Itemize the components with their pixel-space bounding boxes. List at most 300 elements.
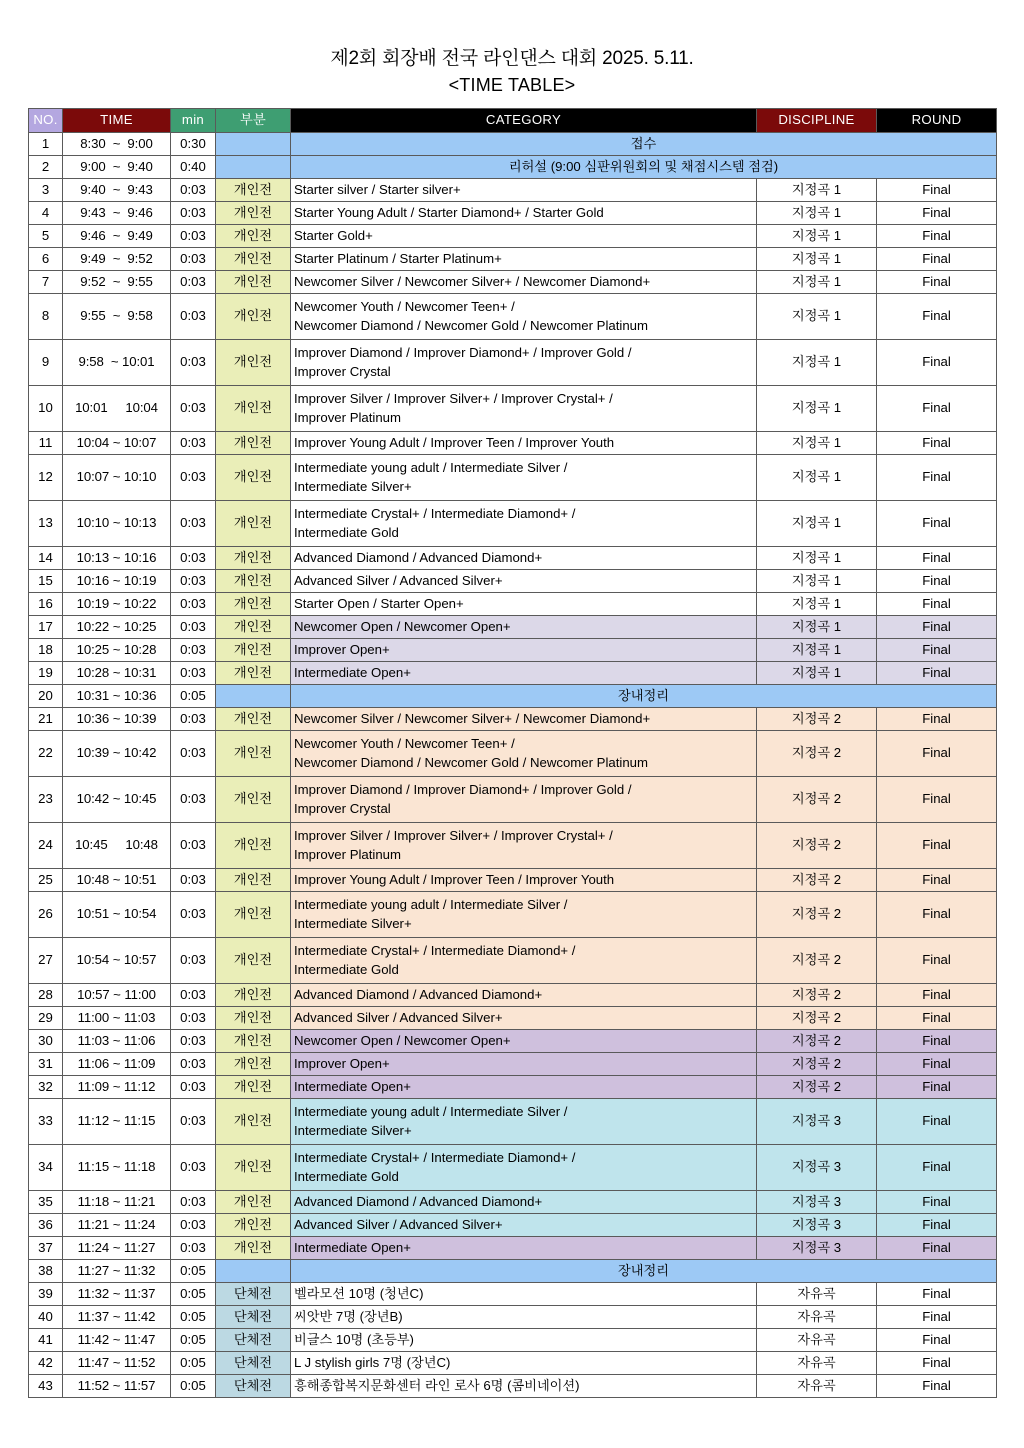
cell-min: 0:03 (171, 1007, 216, 1030)
cell-discipline: 자유곡 (757, 1352, 877, 1375)
cell-category: Starter Young Adult / Starter Diamond+ / Starter Gold (291, 202, 757, 225)
cell-round: Final (877, 1329, 997, 1352)
cell-part: 단체전 (216, 1306, 291, 1329)
cell-time: 8:30 ~ 9:00 (63, 133, 171, 156)
cell-no: 2 (29, 156, 63, 179)
cell-no: 15 (29, 570, 63, 593)
table-row (29, 938, 997, 984)
cell-round: Final (877, 869, 997, 892)
cell-time: 11:12 ~ 11:15 (63, 1099, 171, 1145)
cell-category: Starter silver / Starter silver+ (291, 179, 757, 202)
cell-no: 28 (29, 984, 63, 1007)
cell-time: 10:04 ~ 10:07 (63, 432, 171, 455)
cell-round: Final (877, 501, 997, 547)
table-row (29, 1030, 997, 1053)
cell-round: Final (877, 1375, 997, 1398)
cell-min: 0:05 (171, 1306, 216, 1329)
cell-round: Final (877, 271, 997, 294)
cell-break-label: 장내정리 (291, 1260, 997, 1283)
cell-category: Improver Open+ (291, 1053, 757, 1076)
category-line-2: Newcomer Diamond / Newcomer Gold / Newcomer Platinum (294, 754, 648, 770)
table-row (29, 1329, 997, 1352)
column-header-min: min (171, 109, 216, 133)
cell-round: Final (877, 386, 997, 432)
table-row (29, 1352, 997, 1375)
cell-time: 11:09 ~ 11:12 (63, 1076, 171, 1099)
cell-discipline: 지정곡 2 (757, 708, 877, 731)
cell-min: 0:03 (171, 340, 216, 386)
cell-part: 개인전 (216, 271, 291, 294)
cell-no: 41 (29, 1329, 63, 1352)
cell-no: 16 (29, 593, 63, 616)
cell-min: 0:03 (171, 386, 216, 432)
table-row (29, 616, 997, 639)
cell-discipline: 지정곡 2 (757, 1030, 877, 1053)
cell-discipline: 자유곡 (757, 1329, 877, 1352)
cell-discipline: 지정곡 1 (757, 386, 877, 432)
cell-discipline: 자유곡 (757, 1306, 877, 1329)
header-row (29, 109, 997, 133)
cell-part: 개인전 (216, 616, 291, 639)
cell-part: 개인전 (216, 731, 291, 777)
cell-time: 11:32 ~ 11:37 (63, 1283, 171, 1306)
cell-category: Newcomer Silver / Newcomer Silver+ / Newcomer Diamond+ (291, 708, 757, 731)
cell-no: 21 (29, 708, 63, 731)
cell-round: Final (877, 1214, 997, 1237)
table-row (29, 294, 997, 340)
cell-discipline: 지정곡 2 (757, 892, 877, 938)
table-row (29, 823, 997, 869)
cell-part (216, 156, 291, 179)
page-title: 제2회 회장배 전국 라인댄스 대회 2025. 5.11. (330, 48, 694, 69)
cell-min: 0:03 (171, 1099, 216, 1145)
cell-no: 13 (29, 501, 63, 547)
cell-min: 0:03 (171, 616, 216, 639)
cell-part: 개인전 (216, 1007, 291, 1030)
cell-discipline: 지정곡 2 (757, 1007, 877, 1030)
cell-part (216, 133, 291, 156)
table-row (29, 248, 997, 271)
cell-part: 개인전 (216, 869, 291, 892)
cell-min: 0:05 (171, 1283, 216, 1306)
cell-no: 6 (29, 248, 63, 271)
cell-min: 0:05 (171, 1260, 216, 1283)
cell-round: Final (877, 1145, 997, 1191)
column-header-no: NO. (29, 109, 63, 133)
cell-category: 벨라모션 10명 (청년C) (291, 1283, 757, 1306)
table-row (29, 984, 997, 1007)
cell-no: 14 (29, 547, 63, 570)
cell-min: 0:05 (171, 1329, 216, 1352)
cell-min: 0:05 (171, 1352, 216, 1375)
cell-part: 개인전 (216, 1053, 291, 1076)
cell-part: 개인전 (216, 386, 291, 432)
cell-no: 33 (29, 1099, 63, 1145)
table-row (29, 570, 997, 593)
cell-part: 개인전 (216, 1145, 291, 1191)
cell-category: Improver Young Adult / Improver Teen / Improver Youth (291, 432, 757, 455)
cell-min: 0:03 (171, 501, 216, 547)
cell-min: 0:03 (171, 271, 216, 294)
cell-round: Final (877, 731, 997, 777)
cell-discipline: 지정곡 2 (757, 823, 877, 869)
cell-category: Advanced Silver / Advanced Silver+ (291, 570, 757, 593)
cell-no: 11 (29, 432, 63, 455)
cell-part: 개인전 (216, 938, 291, 984)
cell-part: 개인전 (216, 593, 291, 616)
cell-time: 10:42 ~ 10:45 (63, 777, 171, 823)
cell-round: Final (877, 1191, 997, 1214)
table-body (29, 133, 997, 1398)
cell-round: Final (877, 1306, 997, 1329)
cell-category: Advanced Silver / Advanced Silver+ (291, 1214, 757, 1237)
cell-time: 10:07 ~ 10:10 (63, 455, 171, 501)
cell-discipline: 지정곡 1 (757, 455, 877, 501)
cell-category: Advanced Diamond / Advanced Diamond+ (291, 547, 757, 570)
cell-round: Final (877, 1283, 997, 1306)
column-header-discipline: DISCIPLINE (757, 109, 877, 133)
cell-round: Final (877, 1352, 997, 1375)
cell-no: 30 (29, 1030, 63, 1053)
table-row (29, 892, 997, 938)
table-row (29, 455, 997, 501)
table-row (29, 1375, 997, 1398)
table-row (29, 179, 997, 202)
cell-discipline: 지정곡 1 (757, 294, 877, 340)
cell-round: Final (877, 593, 997, 616)
cell-time: 10:19 ~ 10:22 (63, 593, 171, 616)
cell-round: Final (877, 639, 997, 662)
category-line-1: Improver Silver / Improver Silver+ / Improver Crystal+ / (294, 390, 613, 406)
cell-no: 17 (29, 616, 63, 639)
cell-min: 0:03 (171, 708, 216, 731)
cell-discipline: 지정곡 2 (757, 1053, 877, 1076)
cell-part: 개인전 (216, 501, 291, 547)
cell-category (291, 386, 757, 432)
table-row (29, 432, 997, 455)
cell-no: 38 (29, 1260, 63, 1283)
cell-time: 10:45 10:48 (63, 823, 171, 869)
cell-part: 개인전 (216, 708, 291, 731)
cell-category: Improver Young Adult / Improver Teen / Improver Youth (291, 869, 757, 892)
column-header-part: 부분 (216, 109, 291, 133)
table-row (29, 662, 997, 685)
cell-no: 7 (29, 271, 63, 294)
table-row (29, 225, 997, 248)
cell-round: Final (877, 202, 997, 225)
cell-part: 개인전 (216, 248, 291, 271)
cell-part: 개인전 (216, 662, 291, 685)
cell-category: 씨앗반 7명 (장년B) (291, 1306, 757, 1329)
category-line-2: Improver Crystal (294, 363, 391, 379)
cell-no: 4 (29, 202, 63, 225)
cell-min: 0:03 (171, 570, 216, 593)
cell-category: Starter Platinum / Starter Platinum+ (291, 248, 757, 271)
cell-min: 0:03 (171, 662, 216, 685)
cell-time: 10:01 10:04 (63, 386, 171, 432)
cell-time: 10:57 ~ 11:00 (63, 984, 171, 1007)
table-row (29, 1099, 997, 1145)
cell-discipline: 지정곡 1 (757, 271, 877, 294)
cell-time: 10:48 ~ 10:51 (63, 869, 171, 892)
cell-discipline: 지정곡 2 (757, 1076, 877, 1099)
cell-min: 0:03 (171, 455, 216, 501)
cell-part: 개인전 (216, 1237, 291, 1260)
cell-category: Improver Open+ (291, 639, 757, 662)
cell-category (291, 777, 757, 823)
cell-time: 11:42 ~ 11:47 (63, 1329, 171, 1352)
cell-time: 10:31 ~ 10:36 (63, 685, 171, 708)
category-line-2: Intermediate Silver+ (294, 915, 412, 931)
cell-discipline: 지정곡 2 (757, 869, 877, 892)
cell-discipline: 지정곡 1 (757, 248, 877, 271)
cell-discipline: 지정곡 2 (757, 731, 877, 777)
cell-category (291, 892, 757, 938)
category-line-2: Intermediate Gold (294, 961, 399, 977)
cell-no: 37 (29, 1237, 63, 1260)
cell-time: 11:24 ~ 11:27 (63, 1237, 171, 1260)
timetable (28, 108, 997, 1398)
table-row (29, 1076, 997, 1099)
cell-time: 11:18 ~ 11:21 (63, 1191, 171, 1214)
cell-round: Final (877, 892, 997, 938)
cell-discipline: 지정곡 1 (757, 547, 877, 570)
category-line-2: Intermediate Gold (294, 524, 399, 540)
cell-round: Final (877, 984, 997, 1007)
table-row (29, 593, 997, 616)
cell-time: 10:13 ~ 10:16 (63, 547, 171, 570)
category-line-2: Intermediate Gold (294, 1168, 399, 1184)
cell-part: 단체전 (216, 1352, 291, 1375)
cell-category: Intermediate Open+ (291, 662, 757, 685)
cell-category: Newcomer Open / Newcomer Open+ (291, 616, 757, 639)
cell-min: 0:30 (171, 133, 216, 156)
cell-time: 10:54 ~ 10:57 (63, 938, 171, 984)
cell-category (291, 340, 757, 386)
table-row (29, 869, 997, 892)
cell-time: 10:25 ~ 10:28 (63, 639, 171, 662)
cell-part: 개인전 (216, 777, 291, 823)
cell-category: Advanced Silver / Advanced Silver+ (291, 1007, 757, 1030)
cell-time: 9:40 ~ 9:43 (63, 179, 171, 202)
column-header-category: CATEGORY (291, 109, 757, 133)
cell-discipline: 자유곡 (757, 1375, 877, 1398)
cell-no: 22 (29, 731, 63, 777)
table-row (29, 133, 997, 156)
cell-no: 26 (29, 892, 63, 938)
cell-category: 비글스 10명 (초등부) (291, 1329, 757, 1352)
cell-round: Final (877, 1053, 997, 1076)
cell-part (216, 1260, 291, 1283)
cell-discipline: 지정곡 1 (757, 593, 877, 616)
cell-min: 0:03 (171, 1145, 216, 1191)
cell-discipline: 지정곡 3 (757, 1145, 877, 1191)
cell-discipline: 지정곡 1 (757, 225, 877, 248)
cell-no: 42 (29, 1352, 63, 1375)
cell-part: 개인전 (216, 455, 291, 501)
cell-min: 0:03 (171, 1076, 216, 1099)
cell-round: Final (877, 340, 997, 386)
cell-category: Newcomer Silver / Newcomer Silver+ / Newcomer Diamond+ (291, 271, 757, 294)
cell-round: Final (877, 570, 997, 593)
cell-no: 1 (29, 133, 63, 156)
cell-min: 0:03 (171, 1030, 216, 1053)
cell-round: Final (877, 662, 997, 685)
cell-round: Final (877, 938, 997, 984)
cell-discipline: 지정곡 1 (757, 662, 877, 685)
cell-discipline: 지정곡 1 (757, 432, 877, 455)
cell-discipline: 지정곡 1 (757, 501, 877, 547)
cell-no: 32 (29, 1076, 63, 1099)
cell-part: 개인전 (216, 340, 291, 386)
table-row (29, 639, 997, 662)
table-header (29, 109, 997, 133)
cell-round: Final (877, 248, 997, 271)
category-line-2: Newcomer Diamond / Newcomer Gold / Newcomer Platinum (294, 317, 648, 333)
cell-min: 0:03 (171, 823, 216, 869)
cell-part: 개인전 (216, 823, 291, 869)
cell-part: 개인전 (216, 1099, 291, 1145)
cell-min: 0:03 (171, 984, 216, 1007)
category-line-2: Improver Platinum (294, 846, 402, 862)
table-row (29, 156, 997, 179)
category-line-1: Improver Diamond / Improver Diamond+ / Improver Gold / (294, 781, 632, 797)
cell-no: 3 (29, 179, 63, 202)
cell-time: 11:06 ~ 11:09 (63, 1053, 171, 1076)
cell-round: Final (877, 432, 997, 455)
category-line-2: Improver Crystal (294, 800, 391, 816)
cell-part: 개인전 (216, 202, 291, 225)
cell-no: 10 (29, 386, 63, 432)
cell-no: 19 (29, 662, 63, 685)
cell-time: 11:52 ~ 11:57 (63, 1375, 171, 1398)
cell-part: 단체전 (216, 1375, 291, 1398)
cell-break-label: 리허설 (9:00 심판위원회의 및 채점시스템 점검) (291, 156, 997, 179)
cell-discipline: 지정곡 3 (757, 1191, 877, 1214)
cell-category: Starter Open / Starter Open+ (291, 593, 757, 616)
cell-no: 27 (29, 938, 63, 984)
table-row (29, 1306, 997, 1329)
cell-round: Final (877, 1076, 997, 1099)
table-row (29, 1214, 997, 1237)
cell-category (291, 1099, 757, 1145)
table-row (29, 1260, 997, 1283)
cell-min: 0:03 (171, 1237, 216, 1260)
cell-min: 0:03 (171, 248, 216, 271)
table-row (29, 202, 997, 225)
cell-category: Advanced Diamond / Advanced Diamond+ (291, 984, 757, 1007)
cell-time: 11:37 ~ 11:42 (63, 1306, 171, 1329)
cell-category: Newcomer Open / Newcomer Open+ (291, 1030, 757, 1053)
cell-no: 12 (29, 455, 63, 501)
category-line-1: Newcomer Youth / Newcomer Teen+ / (294, 298, 515, 314)
table-row (29, 1053, 997, 1076)
cell-time: 11:27 ~ 11:32 (63, 1260, 171, 1283)
cell-time: 9:55 ~ 9:58 (63, 294, 171, 340)
cell-min: 0:03 (171, 731, 216, 777)
cell-round: Final (877, 225, 997, 248)
cell-category: L J stylish girls 7명 (장년C) (291, 1352, 757, 1375)
cell-time: 11:00 ~ 11:03 (63, 1007, 171, 1030)
cell-category (291, 731, 757, 777)
category-line-2: Intermediate Silver+ (294, 478, 412, 494)
cell-no: 18 (29, 639, 63, 662)
cell-part: 개인전 (216, 1214, 291, 1237)
cell-part: 개인전 (216, 1191, 291, 1214)
table-row (29, 1007, 997, 1030)
cell-round: Final (877, 455, 997, 501)
table-row (29, 271, 997, 294)
category-line-1: Improver Diamond / Improver Diamond+ / Improver Gold / (294, 344, 632, 360)
cell-min: 0:03 (171, 432, 216, 455)
cell-part: 개인전 (216, 1030, 291, 1053)
table-row (29, 1191, 997, 1214)
cell-part (216, 685, 291, 708)
column-header-round: ROUND (877, 109, 997, 133)
cell-part: 개인전 (216, 179, 291, 202)
title-block (0, 0, 1024, 98)
cell-part: 개인전 (216, 1076, 291, 1099)
cell-min: 0:03 (171, 869, 216, 892)
cell-round: Final (877, 1007, 997, 1030)
cell-round: Final (877, 547, 997, 570)
cell-min: 0:03 (171, 639, 216, 662)
cell-category: 흥해종합복지문화센터 라인 로사 6명 (콤비네이션) (291, 1375, 757, 1398)
cell-part: 개인전 (216, 547, 291, 570)
cell-min: 0:05 (171, 1375, 216, 1398)
cell-no: 36 (29, 1214, 63, 1237)
table-row (29, 1145, 997, 1191)
page-subtitle: <TIME TABLE> (448, 75, 576, 95)
cell-time: 10:39 ~ 10:42 (63, 731, 171, 777)
cell-no: 25 (29, 869, 63, 892)
cell-time: 10:36 ~ 10:39 (63, 708, 171, 731)
cell-no: 29 (29, 1007, 63, 1030)
cell-min: 0:03 (171, 294, 216, 340)
cell-category: Starter Gold+ (291, 225, 757, 248)
cell-min: 0:03 (171, 1191, 216, 1214)
cell-min: 0:05 (171, 685, 216, 708)
category-line-1: Intermediate Crystal+ / Intermediate Diamond+ / (294, 505, 576, 521)
cell-time: 9:00 ~ 9:40 (63, 156, 171, 179)
cell-round: Final (877, 616, 997, 639)
cell-discipline: 지정곡 2 (757, 984, 877, 1007)
cell-no: 31 (29, 1053, 63, 1076)
cell-time: 11:03 ~ 11:06 (63, 1030, 171, 1053)
cell-no: 9 (29, 340, 63, 386)
cell-category (291, 455, 757, 501)
category-line-1: Newcomer Youth / Newcomer Teen+ / (294, 735, 515, 751)
table-row (29, 685, 997, 708)
cell-category (291, 501, 757, 547)
cell-round: Final (877, 1030, 997, 1053)
cell-part: 단체전 (216, 1283, 291, 1306)
cell-no: 40 (29, 1306, 63, 1329)
cell-time: 11:47 ~ 11:52 (63, 1352, 171, 1375)
cell-part: 개인전 (216, 984, 291, 1007)
cell-discipline: 지정곡 3 (757, 1099, 877, 1145)
table-row (29, 1283, 997, 1306)
cell-time: 9:49 ~ 9:52 (63, 248, 171, 271)
cell-time: 9:43 ~ 9:46 (63, 202, 171, 225)
cell-round: Final (877, 1237, 997, 1260)
category-line-2: Improver Platinum (294, 409, 402, 425)
cell-min: 0:03 (171, 938, 216, 984)
category-line-1: Intermediate Crystal+ / Intermediate Diamond+ / (294, 942, 576, 958)
cell-no: 5 (29, 225, 63, 248)
cell-discipline: 지정곡 1 (757, 639, 877, 662)
cell-discipline: 지정곡 3 (757, 1214, 877, 1237)
